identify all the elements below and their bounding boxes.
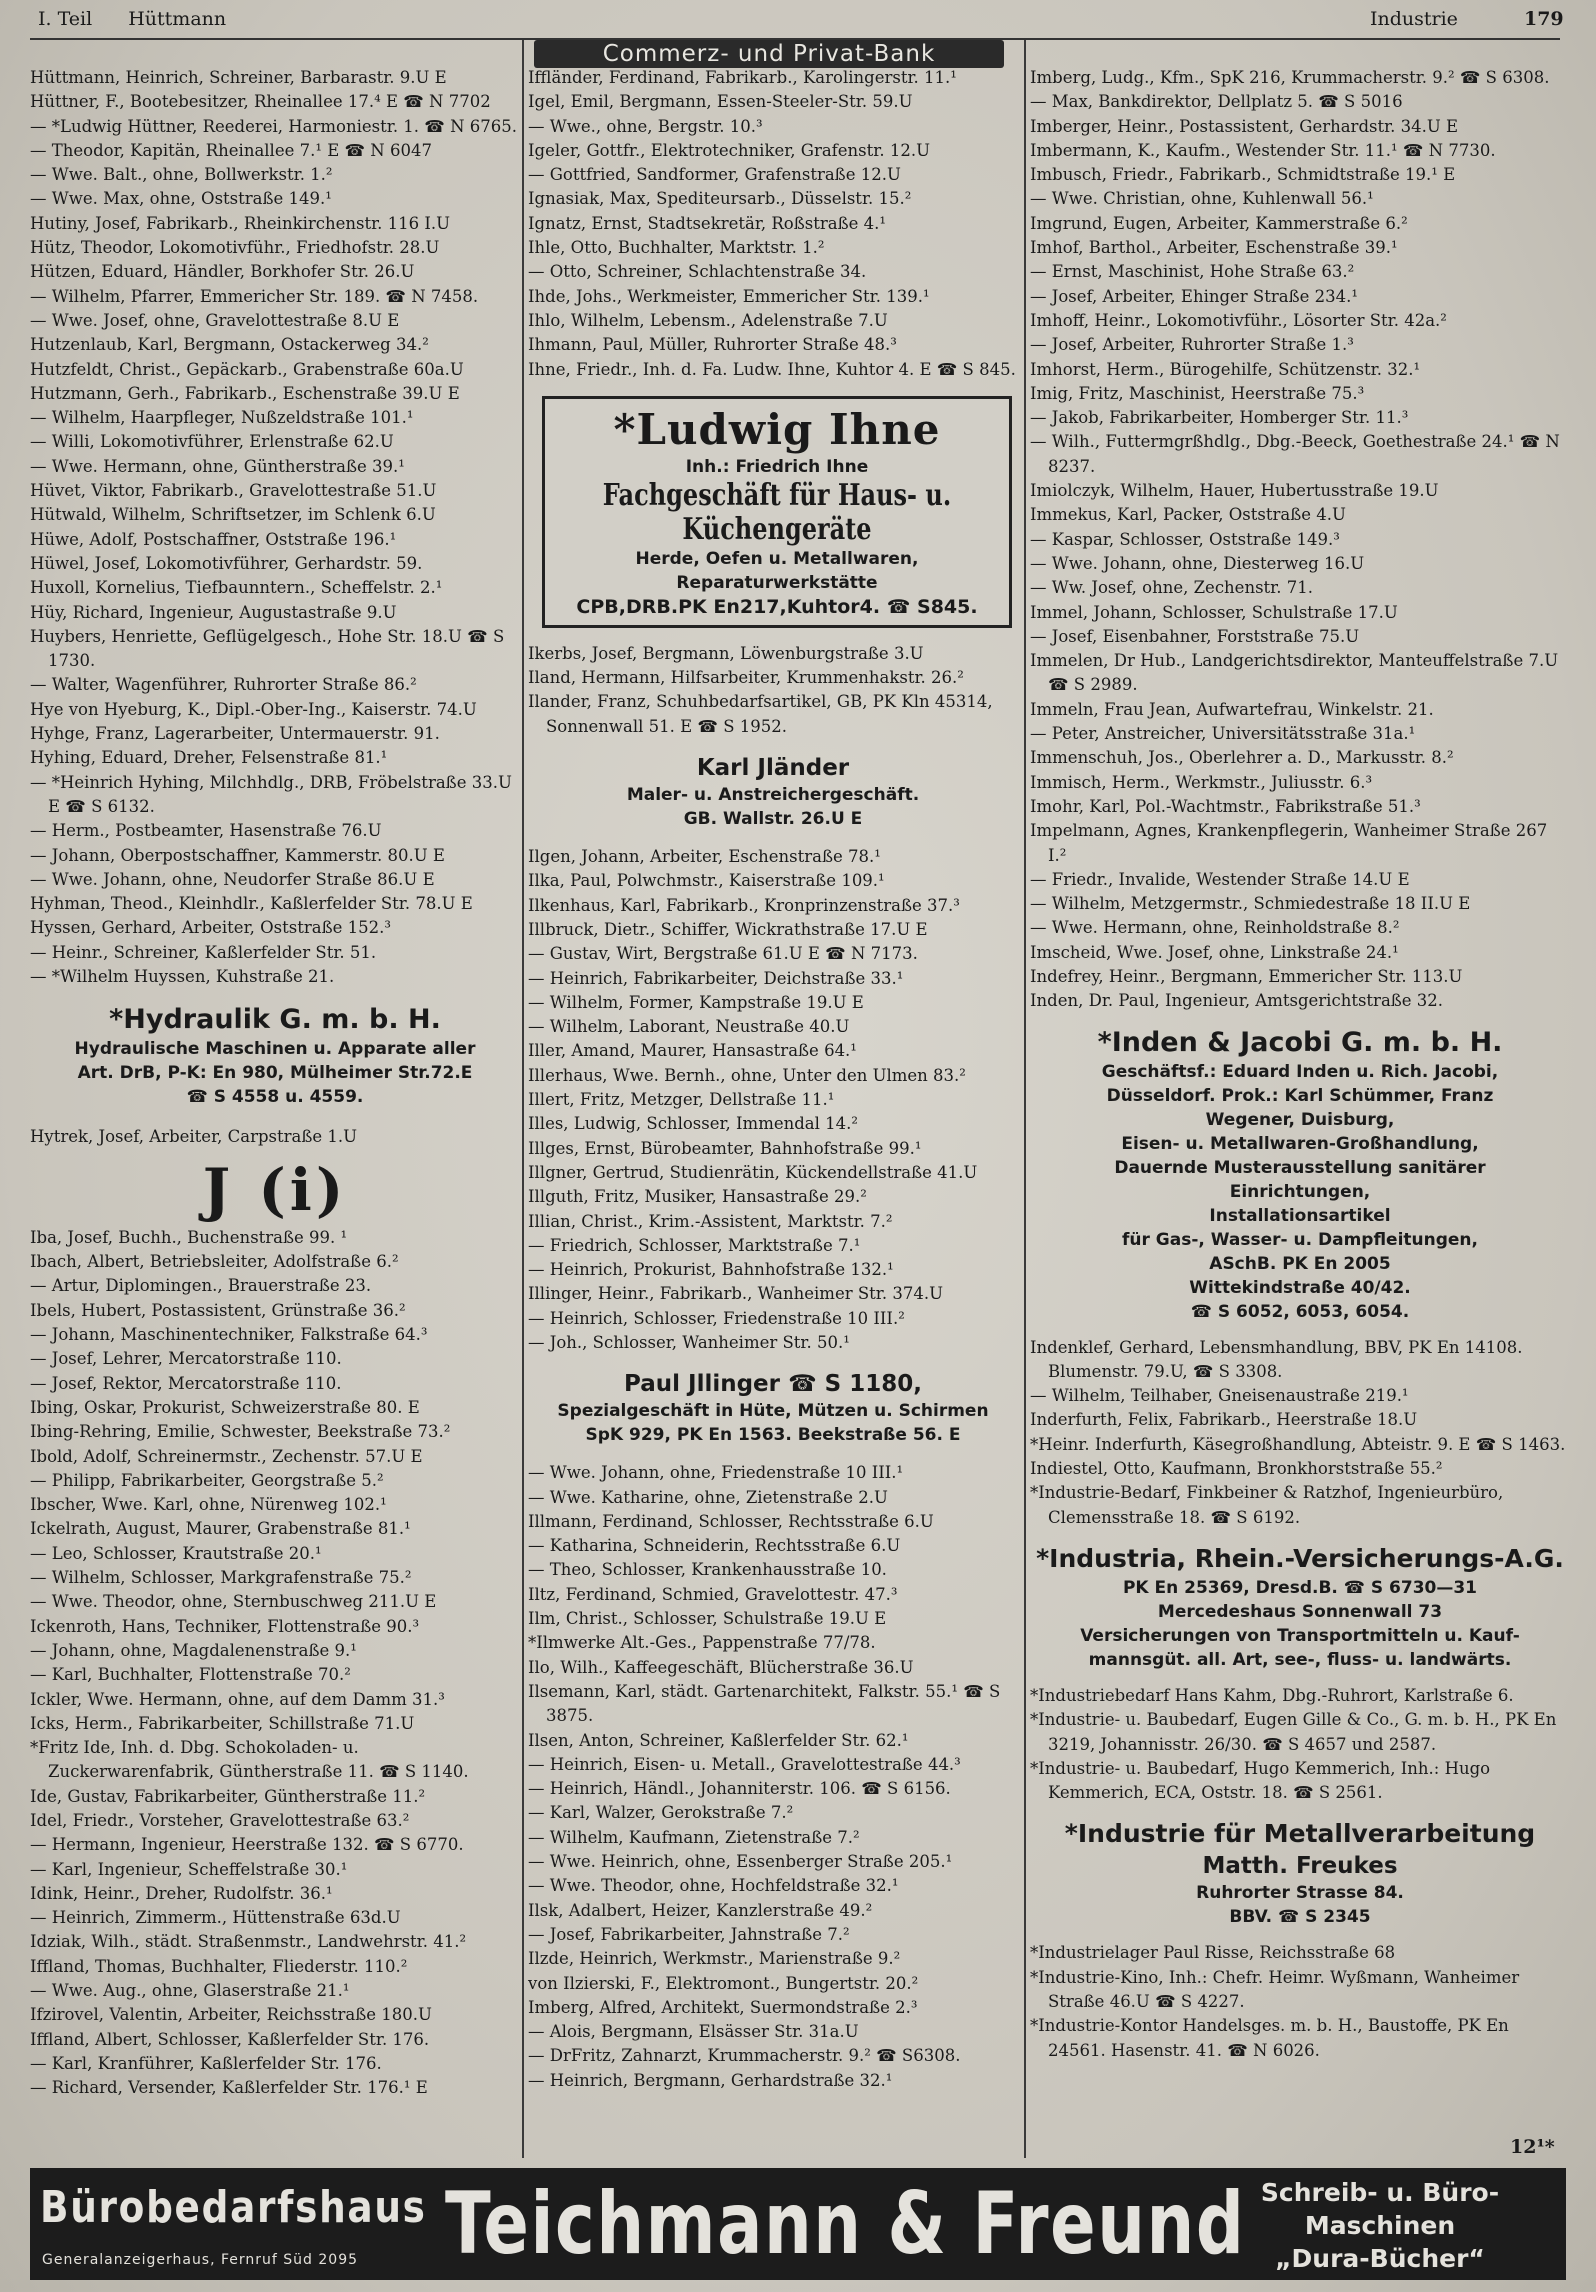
directory-entry: — Johann, Maschinentechniker, Falkstraße 64.³ <box>30 1325 428 1345</box>
ad-line: Art. DrB, P-K: En 980, Mülheimer Str.72.E <box>77 1063 473 1084</box>
section-letter: J (i) <box>202 1155 348 1224</box>
directory-entry: Ilo, Wilh., Kaffeegeschäft, Blücherstraße 36.U <box>528 1657 914 1677</box>
directory-entry: — Wwe. Johann, ohne, Neudorfer Straße 86.U E <box>30 869 435 889</box>
directory-entry: — Heinrich, Schlosser, Friedenstraße 10 III.² <box>528 1308 905 1328</box>
directory-entry: — Hermann, Ingenieur, Heerstraße 132. ☎ S 6770. <box>30 1835 464 1855</box>
directory-entry: Ihne, Friedr., Inh. d. Fa. Ludw. Ihne, Kuhtor 4. E ☎ S 845. <box>528 359 1016 379</box>
directory-entry: Hyssen, Gerhard, Arbeiter, Oststraße 152.³ <box>30 918 391 938</box>
directory-entry: Hyhge, Franz, Lagerarbeiter, Untermauerstr. 91. <box>30 724 440 744</box>
directory-entry: Ilsk, Adalbert, Heizer, Kanzlerstraße 49.² <box>528 1900 873 1920</box>
directory-entry: — Josef, Fabrikarbeiter, Jahnstraße 7.² <box>528 1924 850 1944</box>
directory-entry: — Wwe. Josef, ohne, Gravelottestraße 8.U E <box>30 310 400 330</box>
directory-entry: Ihle, Otto, Buchhalter, Marktstr. 1.² <box>528 238 825 258</box>
directory-entry: Ihlo, Wilhelm, Lebensm., Adelenstraße 7.U <box>528 310 888 330</box>
ad-line: für Gas-, Wasser- u. Dampfleitungen, <box>1121 1229 1478 1250</box>
directory-entry: — Johann, Oberpostschaffner, Kammerstr. 80.U E <box>30 845 445 865</box>
directory-entry: Illges, Ernst, Bürobeamter, Bahnhofstraße 99.¹ <box>528 1138 922 1158</box>
directory-entry: Hutzfeldt, Christ., Gepäckarb., Grabenstraße 60a.U <box>30 359 464 379</box>
directory-entry: — Katharina, Schneiderin, Rechtsstraße 6.U <box>528 1536 901 1556</box>
directory-entry: — Wwe. Johann, ohne, Diesterweg 16.U <box>1030 553 1365 573</box>
entry-list <box>1030 1684 1570 1805</box>
directory-entry: Ignasiak, Max, Spediteursarb., Düsselstr. 15.² <box>528 189 912 209</box>
directory-entry: Ilm, Christ., Schlosser, Schulstraße 19.U E <box>528 1609 887 1629</box>
directory-entry: Imscheid, Wwe. Josef, ohne, Linkstraße 24.¹ <box>1030 942 1399 962</box>
directory-entry: Imhoff, Heinr., Lokomotivführ., Lösorter Str. 42a.² <box>1030 310 1447 330</box>
directory-entry: Illgner, Gertrud, Studienrätin, Kückendellstraße 41.U <box>528 1162 978 1182</box>
ad-line: Ruhrorter Strasse 84. <box>1196 1883 1404 1904</box>
directory-entry: *Fritz Ide, Inh. d. Dbg. Schokoladen- u. Zuckerwarenfabrik, Güntherstraße 11. ☎ S 1140. <box>30 1738 469 1782</box>
directory-entry: — Wwe. Theodor, ohne, Sternbuschweg 211.U E <box>30 1592 437 1612</box>
directory-entry: Hütz, Theodor, Lokomotivführ., Friedhofstr. 28.U <box>30 238 440 258</box>
directory-entry: — Wilhelm, Metzgermstr., Schmiedestraße 18 II.U E <box>1030 894 1471 914</box>
ad-line: PK En 25369, Dresd.B. ☎ S 6730—31 <box>1122 1577 1478 1598</box>
directory-entry: — Josef, Lehrer, Mercatorstraße 110. <box>30 1349 342 1369</box>
directory-entry: Iland, Hermann, Hilfsarbeiter, Krummenhakstr. 26.² <box>528 668 964 688</box>
column-3 <box>1030 66 1570 2063</box>
directory-entry: Ilka, Paul, Polwchmstr., Kaiserstraße 109.¹ <box>528 871 885 891</box>
directory-entry: — Heinr., Schreiner, Kaßlerfelder Str. 51. <box>30 942 377 962</box>
directory-entry: — *Ludwig Hüttner, Reederei, Harmoniestr. 1. ☎ N 6765. <box>30 116 518 136</box>
directory-entry: — Wilhelm, Laborant, Neustraße 40.U <box>528 1017 850 1037</box>
directory-entry: — Heinrich, Prokurist, Bahnhofstraße 132.¹ <box>528 1260 894 1280</box>
ad-title: Paul Jllinger ☎ S 1180, <box>623 1371 922 1398</box>
column-divider-1 <box>522 40 524 2158</box>
directory-entry: Hüwe, Adolf, Postschaffner, Oststraße 196.¹ <box>30 529 397 549</box>
ad-phone: BBV. ☎ S 2345 <box>1229 1907 1371 1928</box>
directory-entry: Illinger, Heinr., Fabrikarb., Wanheimer Str. 374.U <box>528 1284 943 1304</box>
directory-entry: Immisch, Herm., Werkmstr., Juliusstr. 6.³ <box>1030 772 1373 792</box>
directory-entry: Hutzenlaub, Karl, Bergmann, Ostackerweg 34.² <box>30 335 429 355</box>
directory-entry: Ibold, Adolf, Schreinermstr., Zechenstr. 57.U E <box>30 1446 423 1466</box>
directory-entry: Illert, Fritz, Metzger, Dellstraße 11.¹ <box>528 1090 835 1110</box>
directory-entry: — Ww. Josef, ohne, Zechenstr. 71. <box>1030 578 1313 598</box>
directory-entry: Ikerbs, Josef, Bergmann, Löwenburgstraße 3.U <box>528 643 924 663</box>
directory-entry: Iffland, Thomas, Buchhalter, Fliederstr. 110.² <box>30 1956 408 1976</box>
directory-entry: — Ernst, Maschinist, Hohe Straße 63.² <box>1030 262 1355 282</box>
directory-entry: — Heinrich, Fabrikarbeiter, Deichstraße 33.¹ <box>528 968 904 988</box>
directory-entry: Ide, Gustav, Fabrikarbeiter, Güntherstraße 11.² <box>30 1786 426 1806</box>
directory-entry: — Willi, Lokomotivführer, Erlenstraße 62.U <box>30 432 394 452</box>
directory-entry: — *Wilhelm Huyssen, Kuhstraße 21. <box>30 966 335 986</box>
directory-entry: Immelen, Dr Hub., Landgerichtsdirektor, Manteuffelstraße 7.U ☎ S 2989. <box>1030 651 1559 695</box>
ad-karl-jlaender <box>528 753 1018 831</box>
directory-entry: — Gustav, Wirt, Bergstraße 61.U E ☎ N 7173. <box>528 944 918 964</box>
directory-entry: Iltz, Ferdinand, Schmied, Gravelottestr. 47.³ <box>528 1584 898 1604</box>
directory-entry: *Industrie-Kino, Inh.: Chefr. Heimr. Wyßmann, Wanheimer Straße 46.U ☎ S 4227. <box>1030 1967 1520 2012</box>
directory-entry: Ibach, Albert, Betriebsleiter, Adolfstraße 6.² <box>30 1252 399 1272</box>
directory-entry: Icks, Herm., Fabrikarbeiter, Schillstraße 71.U <box>30 1713 415 1733</box>
ad-paul-jllinger <box>528 1369 1018 1447</box>
directory-entry: — Walter, Wagenführer, Ruhrorter Straße 86.² <box>30 675 417 695</box>
directory-entry: — Wilhelm, Schlosser, Markgrafenstraße 75.² <box>30 1568 412 1588</box>
footer-address: Generalanzeigerhaus, Fernruf Süd 2095 <box>42 2252 359 2268</box>
directory-entry: Iba, Josef, Buchh., Buchenstraße 99. ¹ <box>30 1227 348 1247</box>
ad-line: Maler- u. Anstreichergeschäft. <box>626 785 920 806</box>
ad-freukes <box>1030 1817 1570 1929</box>
directory-entry: Hützen, Eduard, Händler, Borkhofer Str. 26.U <box>30 262 415 282</box>
directory-entry: — Johann, ohne, Magdalenenstraße 9.¹ <box>30 1640 357 1660</box>
ad-phone: ☎ S 6052, 6053, 6054. <box>1190 1301 1410 1322</box>
directory-entry: *Ilmwerke Alt.-Ges., Pappenstraße 77/78. <box>528 1633 876 1653</box>
directory-entry: — Otto, Schreiner, Schlachtenstraße 34. <box>528 262 867 282</box>
directory-entry: Imig, Fritz, Maschinist, Heerstraße 75.³ <box>1030 383 1365 403</box>
directory-entry: — Herm., Postbeamter, Hasenstraße 76.U <box>30 821 382 841</box>
directory-entry: — Artur, Diplomingen., Brauerstraße 23. <box>30 1276 372 1296</box>
ad-title: *Industrie für Metallverarbeitung <box>1064 1819 1536 1849</box>
directory-entry: Ickler, Wwe. Hermann, ohne, auf dem Damm 31.³ <box>30 1689 445 1709</box>
directory-entry: Imohr, Karl, Pol.-Wachtmstr., Fabrikstraße 51.³ <box>1030 796 1421 816</box>
ad-phone: ☎ S 4558 u. 4559. <box>186 1087 364 1108</box>
ad-title: *Hydraulik G. m. b. H. <box>109 1004 441 1036</box>
directory-entry: Ickelrath, August, Maurer, Grabenstraße 81.¹ <box>30 1519 411 1539</box>
ad-line: Düsseldorf. Prok.: Karl Schümmer, Franz <box>1106 1085 1494 1106</box>
directory-entry: Ihde, Johs., Werkmeister, Emmericher Str. 139.¹ <box>528 286 930 306</box>
header-banner: Commerz- und Privat-Bank <box>534 40 1004 68</box>
directory-entry: Hüttmann, Heinrich, Schreiner, Barbarastr. 9.U E <box>30 68 447 87</box>
directory-entry: — Wilh., Futtermgrßhdlg., Dbg.-Beeck, Goethestraße 24.¹ ☎ N 8237. <box>1030 432 1560 476</box>
directory-entry: Ilgen, Johann, Arbeiter, Eschenstraße 78.¹ <box>528 847 881 867</box>
directory-entry: — Wwe. Aug., ohne, Glaserstraße 21.¹ <box>30 1981 350 2001</box>
footer-product-line: „Dura-Bücher“ <box>1275 2244 1485 2273</box>
directory-entry: Imbermann, K., Kaufm., Westender Str. 11.¹ ☎ N 7730. <box>1030 140 1496 160</box>
entry-list <box>1030 66 1570 1014</box>
directory-entry: — Jakob, Fabrikarbeiter, Homberger Str. 11.³ <box>1030 408 1409 428</box>
directory-entry: Idziak, Wilh., städt. Straßenmstr., Landwehrstr. 41.² <box>30 1932 467 1952</box>
directory-entry: Immenschuh, Jos., Oberlehrer a. D., Markusstr. 8.² <box>1030 748 1454 768</box>
directory-entry: *Industrie-Bedarf, Finkbeiner & Ratzhof, Ingenieurbüro, Clemensstraße 18. ☎ S 6192. <box>1030 1483 1504 1527</box>
directory-entry: — DrFritz, Zahnarzt, Krummacherstr. 9.² ☎ S6308. <box>528 2046 961 2066</box>
directory-entry: — Wilhelm, Kaufmann, Zietenstraße 7.² <box>528 1827 860 1847</box>
directory-entry: Iffländer, Ferdinand, Fabrikarb., Karolingerstr. 11.¹ <box>528 68 957 87</box>
directory-entry: — Wilhelm, Teilhaber, Gneisenaustraße 219.¹ <box>1030 1386 1409 1406</box>
directory-entry: Hyhman, Theod., Kleinhdlr., Kaßlerfelder Str. 78.U E <box>30 894 473 914</box>
directory-entry: *Industrie- u. Baubedarf, Hugo Kemmerich, Inh.: Hugo Kemmerich, ECA, Oststr. 18. ☎ S 2561. <box>1030 1758 1491 1803</box>
directory-entry: *Industrie- u. Baubedarf, Eugen Gille & Co., G. m. b. H., PK En 3219, Johannisstr. 26/30. ☎ S 4657 und 2587. <box>1030 1710 1557 1754</box>
directory-entry: Ilsemann, Karl, städt. Gartenarchitekt, Falkstr. 55.¹ ☎ S 3875. <box>528 1681 1001 1726</box>
directory-entry: Ihmann, Paul, Müller, Ruhrorter Straße 48.³ <box>528 335 897 355</box>
entry-list <box>528 1461 1018 2093</box>
directory-entry: — Heinrich, Bergmann, Gerhardstraße 32.¹ <box>528 2070 893 2090</box>
ad-line: Reparaturwerkstätte <box>676 572 878 593</box>
directory-entry: — Josef, Arbeiter, Ehinger Straße 234.¹ <box>1030 286 1358 306</box>
entry-list <box>1030 1941 1570 2062</box>
directory-entry: *Industrie-Kontor Handelsges. m. b. H., Baustoffe, PK En 24561. Hasenstr. 41. ☎ N 6026. <box>1030 2016 1509 2060</box>
header-name: Hüttmann <box>128 8 227 30</box>
directory-entry: Ilander, Franz, Schuhbedarfsartikel, GB, PK Kln 45314, Sonnenwall 51. E ☎ S 1952. <box>528 692 993 736</box>
directory-entry: Hüwel, Josef, Lokomotivführer, Gerhardstr. 59. <box>30 553 423 573</box>
directory-entry: Imberg, Alfred, Architekt, Suermondstraße 2.³ <box>528 1997 918 2017</box>
directory-entry: Hye von Hyeburg, K., Dipl.-Ober-Ing., Kaiserstr. 74.U <box>30 699 477 719</box>
ad-line: Hydraulische Maschinen u. Apparate aller <box>74 1039 476 1060</box>
ad-line: Wittekindstraße 40/42. <box>1189 1277 1411 1298</box>
directory-entry: Ickenroth, Hans, Techniker, Flottenstraße 90.³ <box>30 1616 420 1636</box>
directory-entry: Illguth, Fritz, Musiker, Hansastraße 29.² <box>528 1187 867 1207</box>
ad-inden-jacobi <box>1030 1026 1570 1324</box>
header-rule <box>30 38 1560 40</box>
directory-entry: — Wwe. Christian, ohne, Kuhlenwall 56.¹ <box>1030 189 1374 209</box>
header-left <box>38 8 226 38</box>
footer-brand: Bürobedarfshaus <box>40 2182 427 2233</box>
ad-industria <box>1030 1542 1570 1672</box>
ad-title: Karl Jländer <box>696 755 850 782</box>
ad-owner: Inh.: Friedrich Ihne <box>685 456 869 477</box>
entry-list <box>30 66 520 989</box>
footer-product-line: Schreib- u. Büro- <box>1260 2178 1500 2207</box>
directory-entry: — Peter, Anstreicher, Universitätsstraße 31a.¹ <box>1030 724 1416 744</box>
directory-entry: — Joh., Schlosser, Wanheimer Str. 50.¹ <box>528 1332 850 1352</box>
ad-line: Dauernde Musterausstellung sanitärer <box>1114 1157 1486 1178</box>
ad-title: *Inden & Jacobi G. m. b. H. <box>1097 1026 1503 1058</box>
directory-entry: — Wwe. Hermann, ohne, Güntherstraße 39.¹ <box>30 456 405 476</box>
directory-entry: Ilkenhaus, Karl, Fabrikarb., Kronprinzenstraße 37.³ <box>528 895 960 915</box>
directory-entry: — Josef, Arbeiter, Ruhrorter Straße 1.³ <box>1030 335 1354 355</box>
directory-entry: Illes, Ludwig, Schlosser, Immendal 14.² <box>528 1114 859 1134</box>
directory-entry: Indiestel, Otto, Kaufmann, Bronkhorststraße 55.² <box>1030 1459 1443 1479</box>
directory-entry: Ibing, Oskar, Prokurist, Schweizerstraße 80. E <box>30 1397 420 1417</box>
ad-line: Spezialgeschäft in Hüte, Mützen u. Schirmen <box>557 1401 989 1422</box>
directory-entry: von Ilzierski, F., Elektromont., Bungertstr. 20.² <box>528 1973 919 1993</box>
directory-entry: Illmann, Ferdinand, Schlosser, Rechtsstraße 6.U <box>528 1511 934 1531</box>
directory-entry: Imberger, Heinr., Postassistent, Gerhardstr. 34.U E <box>1030 116 1459 136</box>
directory-entry: — Karl, Walzer, Gerokstraße 7.² <box>528 1803 794 1823</box>
ad-title: *Industria, Rhein.-Versicherungs-A.G. <box>1036 1543 1564 1573</box>
directory-entry: Immel, Johann, Schlosser, Schulstraße 17.U <box>1030 602 1398 622</box>
directory-entry: Hüy, Richard, Ingenieur, Augustastraße 9.U <box>30 602 397 622</box>
directory-entry: Illerhaus, Wwe. Bernh., ohne, Unter den Ulmen 83.² <box>528 1065 966 1085</box>
ad-title: *Ludwig Ihne <box>613 404 941 454</box>
directory-entry: — Wwe. Heinrich, ohne, Essenberger Straße 205.¹ <box>528 1852 953 1872</box>
directory-entry: Ifzirovel, Valentin, Arbeiter, Reichsstraße 180.U <box>30 2005 432 2025</box>
directory-entry: — Max, Bankdirektor, Dellplatz 5. ☎ S 5016 <box>1030 92 1403 112</box>
ad-line: Wegener, Duisburg, <box>1205 1109 1395 1130</box>
ad-line: Einrichtungen, <box>1229 1181 1371 1202</box>
ad-line: Geschäftsf.: Eduard Inden u. Rich. Jacobi, <box>1101 1061 1499 1082</box>
directory-entry: — Wwe. Katharine, ohne, Zietenstraße 2.U <box>528 1487 888 1507</box>
directory-entry: Huybers, Henriette, Geflügelgesch., Hohe Str. 18.U ☎ S 1730. <box>30 626 505 671</box>
directory-entry: Igeler, Gottfr., Elektrotechniker, Grafenstr. 12.U <box>528 140 930 160</box>
entry-list <box>1030 1336 1570 1530</box>
page-mark: 12¹* <box>1510 2136 1555 2158</box>
ad-line: ASchB. PK En 2005 <box>1209 1253 1391 1274</box>
ad-line: Herde, Oefen u. Metallwaren, <box>635 548 919 569</box>
header-section: I. Teil <box>38 8 93 30</box>
directory-entry: Ibing-Rehring, Emilie, Schwester, Beekstraße 73.² <box>30 1422 451 1442</box>
directory-entry: Huxoll, Kornelius, Tiefbaunntern., Scheffelstr. 2.¹ <box>30 578 443 598</box>
ad-hydraulik <box>30 1003 520 1109</box>
directory-entry: Ibscher, Wwe. Karl, ohne, Nürenweg 102.¹ <box>30 1495 387 1515</box>
column-2 <box>528 66 1018 2093</box>
entry-list <box>528 845 1018 1355</box>
ad-line: mannsgüt. all. Art, see-, fluss- u. landwärts. <box>1088 1649 1512 1670</box>
directory-entry: Indenklef, Gerhard, Lebensmhandlung, BBV, PK En 14108. Blumenstr. 79.U, ☎ S 3308. <box>1030 1337 1523 1381</box>
directory-entry: — Kaspar, Schlosser, Oststraße 149.³ <box>1030 529 1340 549</box>
directory-entry: Ignatz, Ernst, Stadtsekretär, Roßstraße 4.¹ <box>528 213 886 233</box>
directory-entry: *Industriebedarf Hans Kahm, Dbg.-Ruhrort, Karlstraße 6. <box>1030 1685 1514 1705</box>
directory-entry: — Josef, Rektor, Mercatorstraße 110. <box>30 1373 342 1393</box>
directory-entry: Indefrey, Heinr., Bergmann, Emmericher Str. 113.U <box>1030 966 1463 986</box>
directory-entry: Impelmann, Agnes, Krankenpflegerin, Wanheimer Straße 267 I.² <box>1030 821 1548 865</box>
directory-entry: — Wilhelm, Haarpfleger, Nußzeldstraße 101.¹ <box>30 408 414 428</box>
entry-list <box>30 1226 520 2101</box>
ad-line: SpK 929, PK En 1563. Beekstraße 56. E <box>585 1425 961 1446</box>
directory-entry: — Wwe., ohne, Bergstr. 10.³ <box>528 116 763 136</box>
directory-entry: Hutzmann, Gerh., Fabrikarb., Eschenstraße 39.U E <box>30 383 460 403</box>
footer-company: Teichmann & Freund <box>445 2174 1246 2274</box>
directory-entry: — Alois, Bergmann, Elsässer Str. 31a.U <box>528 2022 859 2042</box>
directory-entry: Inden, Dr. Paul, Ingenieur, Amtsgerichtstraße 32. <box>1030 991 1444 1011</box>
ad-line: CPB,DRB.PK En217,Kuhtor4. ☎ S845. <box>576 595 978 618</box>
ad-line: Versicherungen von Transportmitteln u. Kauf- <box>1080 1625 1520 1646</box>
directory-entry: — Heinrich, Händl., Johanniterstr. 106. ☎ S 6156. <box>528 1779 951 1799</box>
directory-entry: Hutiny, Josef, Fabrikarb., Rheinkirchenstr. 116 I.U <box>30 213 451 233</box>
directory-entry: Hüvet, Viktor, Fabrikarb., Gravelottestraße 51.U <box>30 481 437 501</box>
directory-entry: Imgrund, Eugen, Arbeiter, Kammerstraße 6.² <box>1030 213 1408 233</box>
directory-entry: Ibels, Hubert, Postassistent, Grünstraße 36.² <box>30 1300 406 1320</box>
directory-entry: — Friedrich, Schlosser, Marktstraße 7.¹ <box>528 1235 861 1255</box>
directory-entry: Iller, Amand, Maurer, Hansastraße 64.¹ <box>528 1041 857 1061</box>
entry-list <box>528 642 1018 739</box>
directory-entry: Idink, Heinr., Dreher, Rudolfstr. 36.¹ <box>30 1883 333 1903</box>
directory-entry: Imhof, Barthol., Arbeiter, Eschenstraße 39.¹ <box>1030 238 1398 258</box>
directory-entry: — Karl, Ingenieur, Scheffelstraße 30.¹ <box>30 1859 348 1879</box>
directory-entry: — Wwe. Max, ohne, Oststraße 149.¹ <box>30 189 332 209</box>
ad-headline: Fachgeschäft für Haus- u. Küchengeräte <box>602 477 952 547</box>
directory-entry: Inderfurth, Felix, Fabrikarb., Heerstraße 18.U <box>1030 1410 1418 1430</box>
directory-entry: Imberg, Ludg., Kfm., SpK 216, Krummacherstr. 9.² ☎ S 6308. <box>1030 68 1550 87</box>
directory-entry: — Theo, Schlosser, Krankenhausstraße 10. <box>528 1560 887 1580</box>
directory-entry: *Heinr. Inderfurth, Käsegroßhandlung, Abteistr. 9. E ☎ S 1463. <box>1030 1434 1566 1454</box>
ad-ludwig-ihne <box>542 396 1012 628</box>
directory-entry: Igel, Emil, Bergmann, Essen-Steeler-Str. 59.U <box>528 92 913 112</box>
ad-line: Installationsartikel <box>1209 1205 1391 1226</box>
directory-entry: — Karl, Kranführer, Kaßlerfelder Str. 176. <box>30 2053 382 2073</box>
directory-entry: Hyhing, Eduard, Dreher, Felsenstraße 81.¹ <box>30 748 388 768</box>
directory-entry: — Theodor, Kapitän, Rheinallee 7.¹ E ☎ N 6047 <box>30 140 432 160</box>
directory-entry: Imhorst, Herm., Bürogehilfe, Schützenstr. 32.¹ <box>1030 359 1421 379</box>
directory-entry: Imiolczyk, Wilhelm, Hauer, Hubertusstraße 19.U <box>1030 481 1439 501</box>
directory-entry: — Richard, Versender, Kaßlerfelder Str. 176.¹ E <box>30 2078 428 2098</box>
footer-banner-ad <box>30 2168 1566 2280</box>
directory-entry: Iffland, Albert, Schlosser, Kaßlerfelder Str. 176. <box>30 2029 430 2049</box>
directory-entry: Illian, Christ., Krim.-Assistent, Marktstr. 7.² <box>528 1211 893 1231</box>
directory-entry: Ilzde, Heinrich, Werkmstr., Marienstraße 9.² <box>528 1949 901 1969</box>
directory-entry: Hütwald, Wilhelm, Schriftsetzer, im Schlenk 6.U <box>30 505 436 525</box>
directory-entry: — Wwe. Theodor, ohne, Hochfeldstraße 32.¹ <box>528 1876 899 1896</box>
directory-entry: — Heinrich, Eisen- u. Metall., Gravelottestraße 44.³ <box>528 1754 961 1774</box>
directory-entry: — Wwe. Hermann, ohne, Reinholdstraße 8.² <box>1030 918 1400 938</box>
directory-entry: — Josef, Eisenbahner, Forststraße 75.U <box>1030 626 1360 646</box>
directory-entry: Illbruck, Dietr., Schiffer, Wickrathstraße 17.U E <box>528 919 928 939</box>
directory-entry: — *Heinrich Hyhing, Milchhdlg., DRB, Fröbelstraße 33.U E ☎ S 6132. <box>30 772 512 816</box>
directory-entry: — Wilhelm, Pfarrer, Emmericher Str. 189. ☎ N 7458. <box>30 286 479 306</box>
directory-entry: — Gottfried, Sandformer, Grafenstraße 12.U <box>528 165 901 185</box>
column-divider-2 <box>1024 40 1026 2158</box>
ad-line: GB. Wallstr. 26.U E <box>683 809 863 830</box>
footer-product-line: Maschinen <box>1304 2211 1456 2240</box>
header-category: Industrie <box>1370 8 1458 30</box>
page-number: 179 <box>1523 8 1564 30</box>
column-1 <box>30 66 520 2101</box>
footer-products <box>1210 2176 1550 2275</box>
directory-entry: — Heinrich, Zimmerm., Hüttenstraße 63d.U <box>30 1908 401 1928</box>
directory-entry: Ilsen, Anton, Schreiner, Kaßlerfelder Str. 62.¹ <box>528 1730 909 1750</box>
entry-list <box>528 66 1018 382</box>
directory-entry: Imbusch, Friedr., Fabrikarb., Schmidtstraße 19.¹ E <box>1030 165 1456 185</box>
directory-entry: Immekus, Karl, Packer, Oststraße 4.U <box>1030 505 1346 525</box>
directory-entry: — Wilhelm, Former, Kampstraße 19.U E <box>528 992 864 1012</box>
ad-line: Eisen- u. Metallwaren-Großhandlung, <box>1121 1133 1479 1154</box>
directory-entry: — Wwe. Balt., ohne, Bollwerkstr. 1.² <box>30 165 333 185</box>
ad-line: Mercedeshaus Sonnenwall 73 <box>1157 1601 1443 1622</box>
directory-entry: Immeln, Frau Jean, Aufwartefrau, Winkelstr. 21. <box>1030 699 1434 719</box>
directory-entry: Idel, Friedr., Vorsteher, Gravelottestraße 63.² <box>30 1811 410 1830</box>
directory-entry: — Wwe. Johann, ohne, Friedenstraße 10 III.¹ <box>528 1463 904 1483</box>
directory-entry: — Karl, Buchhalter, Flottenstraße 70.² <box>30 1665 351 1685</box>
directory-entry: — Leo, Schlosser, Krautstraße 20.¹ <box>30 1543 322 1563</box>
header-right <box>1370 8 1564 38</box>
directory-entry: *Industrielager Paul Risse, Reichsstraße 68 <box>1030 1943 1396 1963</box>
directory-entry: Hüttner, F., Bootebesitzer, Rheinallee 17.⁴ E ☎ N 7702 <box>30 92 491 112</box>
directory-entry: — Philipp, Fabrikarbeiter, Georgstraße 5.² <box>30 1470 384 1490</box>
ad-company: Matth. Freukes <box>1202 1853 1398 1880</box>
entry: Hytrek, Josef, Arbeiter, Carpstraße 1.U <box>30 1127 358 1147</box>
directory-entry: — Friedr., Invalide, Westender Straße 14.U E <box>1030 869 1410 889</box>
